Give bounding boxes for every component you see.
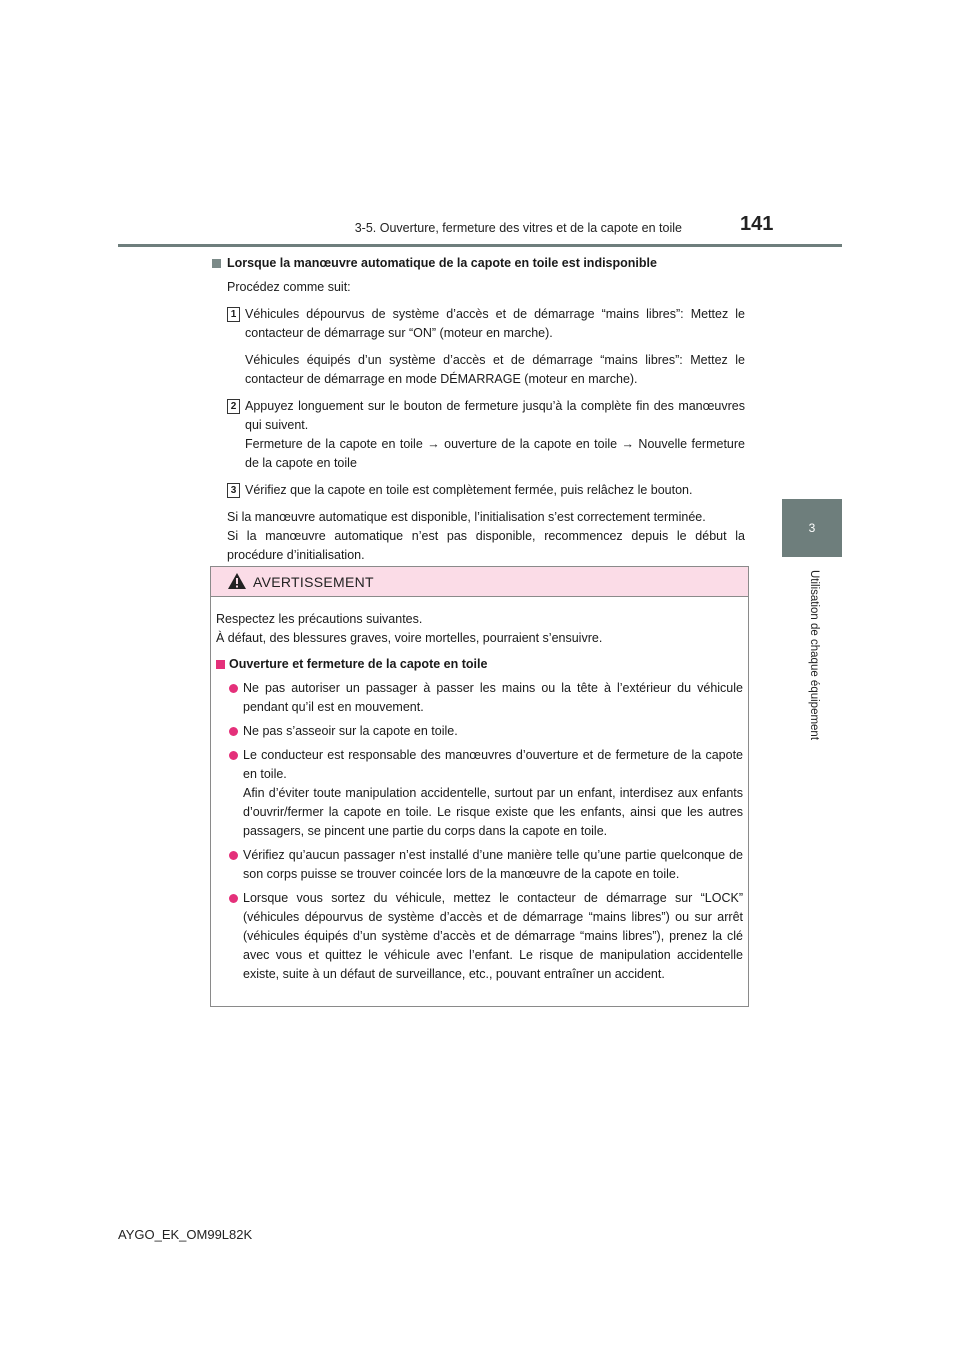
warning-section-title xyxy=(216,655,743,674)
square-bullet-icon xyxy=(212,259,221,268)
warning-body xyxy=(211,597,748,984)
warning-bullet-text: Afin d’éviter toute manipulation accidentelle, surtout par un enfant, interdisez aux enfants d’ouvrir/fermer la capote en toile. Le risque existe que les enfants, ainsi que les autres passagers, se pincent une partie du corps dans la capote en toile. xyxy=(243,786,743,838)
page-number: 141 xyxy=(740,213,774,235)
step-number-badge: 3 xyxy=(227,483,240,498)
warning-intro-line: À défaut, des blessures graves, voire mortelles, pourraient s’ensuivre. xyxy=(216,631,603,645)
summary-line: Si la manœuvre automatique est disponible, l’initialisation s’est correctement terminée. xyxy=(227,510,706,524)
chapter-tab xyxy=(782,499,842,557)
step-3 xyxy=(227,481,745,500)
warning-bullet-text: Le conducteur est responsable des manœuvres d’ouverture et de fermeture de la capote en toile. xyxy=(243,748,743,781)
circle-bullet-icon xyxy=(229,684,238,693)
warning-header xyxy=(211,567,748,597)
circle-bullet-icon xyxy=(229,894,238,903)
step-text: Vérifiez que la capote en toile est complètement fermée, puis relâchez le bouton. xyxy=(245,483,693,497)
chapter-number: 3 xyxy=(808,521,816,535)
warning-bullet xyxy=(216,846,743,884)
section-header-title: 3-5. Ouverture, fermeture des vitres et de la capote en toile xyxy=(354,221,682,235)
section-title-text: Lorsque la manœuvre automatique de la capote en toile est indisponible xyxy=(227,256,657,270)
warning-triangle-icon xyxy=(227,572,247,590)
warning-bullet-text: Ne pas s’asseoir sur la capote en toile. xyxy=(243,724,458,738)
warning-box xyxy=(210,566,749,1007)
warning-bullet xyxy=(216,889,743,984)
circle-bullet-icon xyxy=(229,727,238,736)
warning-bullet xyxy=(216,679,743,717)
warning-bullet xyxy=(216,746,743,841)
step-1 xyxy=(227,305,745,389)
summary-line: Si la manœuvre automatique n’est pas disponible, recommencez depuis le début la procédure d’initialisation. xyxy=(227,529,745,562)
warning-section-title-text: Ouverture et fermeture de la capote en toile xyxy=(229,657,488,671)
warning-title: AVERTISSEMENT xyxy=(253,574,374,590)
warning-bullet-text: Ne pas autoriser un passager à passer les mains ou la tête à l’extérieur du véhicule pendant qu’il est en mouvement. xyxy=(243,681,743,714)
warning-intro-line: Respectez les précautions suivantes. xyxy=(216,612,423,626)
warning-bullet-text: Vérifiez qu’aucun passager n’est installé d’une manière telle qu’une partie quelconque de son corps puisse se trouver coincée lors de la manœuvre de la capote en toile. xyxy=(243,848,743,881)
step-text: Fermeture de la capote en toile → ouverture de la capote en toile → Nouvelle fermeture de la capote en toile xyxy=(245,437,745,470)
summary-text xyxy=(227,508,745,565)
section-title xyxy=(210,254,745,273)
step-number-badge: 1 xyxy=(227,307,240,322)
warning-bullet-text: Lorsque vous sortez du véhicule, mettez le contacteur de démarrage sur “LOCK” (véhicules dépourvus de système d’accès et de démarrage “mains libres”) ou sur arrêt (véhicules équipés d’un système d’accès et de démarrage “mains libres”), prenez la clé avec vous et quittez le véhicule avec l’enfant. Le risque de manipulation accidentelle existe, suite à un défaut de surveillance, etc., pouvant entraîner un accident. xyxy=(243,891,743,981)
step-number-badge: 2 xyxy=(227,399,240,414)
warning-bullet xyxy=(216,722,743,741)
main-content xyxy=(210,254,745,565)
step-text: Appuyez longuement sur le bouton de fermeture jusqu’à la complète fin des manœuvres qui suivent. xyxy=(245,399,745,432)
circle-bullet-icon xyxy=(229,851,238,860)
header-divider xyxy=(118,244,842,247)
step-2 xyxy=(227,397,745,473)
chapter-label: Utilisation de chaque équipement xyxy=(808,569,820,741)
intro-text: Procédez comme suit: xyxy=(227,280,351,294)
document-code: AYGO_EK_OM99L82K xyxy=(118,1227,253,1242)
step-text: Véhicules dépourvus de système d’accès et de démarrage “mains libres”: Mettez le contacteur de démarrage sur “ON” (moteur en marche). xyxy=(245,307,745,340)
circle-bullet-icon xyxy=(229,751,238,760)
step-text: Véhicules équipés d’un système d’accès et de démarrage “mains libres”: Mettez le contacteur de démarrage en mode DÉMARRAGE (moteur en marche). xyxy=(245,353,745,386)
square-bullet-icon xyxy=(216,660,225,669)
